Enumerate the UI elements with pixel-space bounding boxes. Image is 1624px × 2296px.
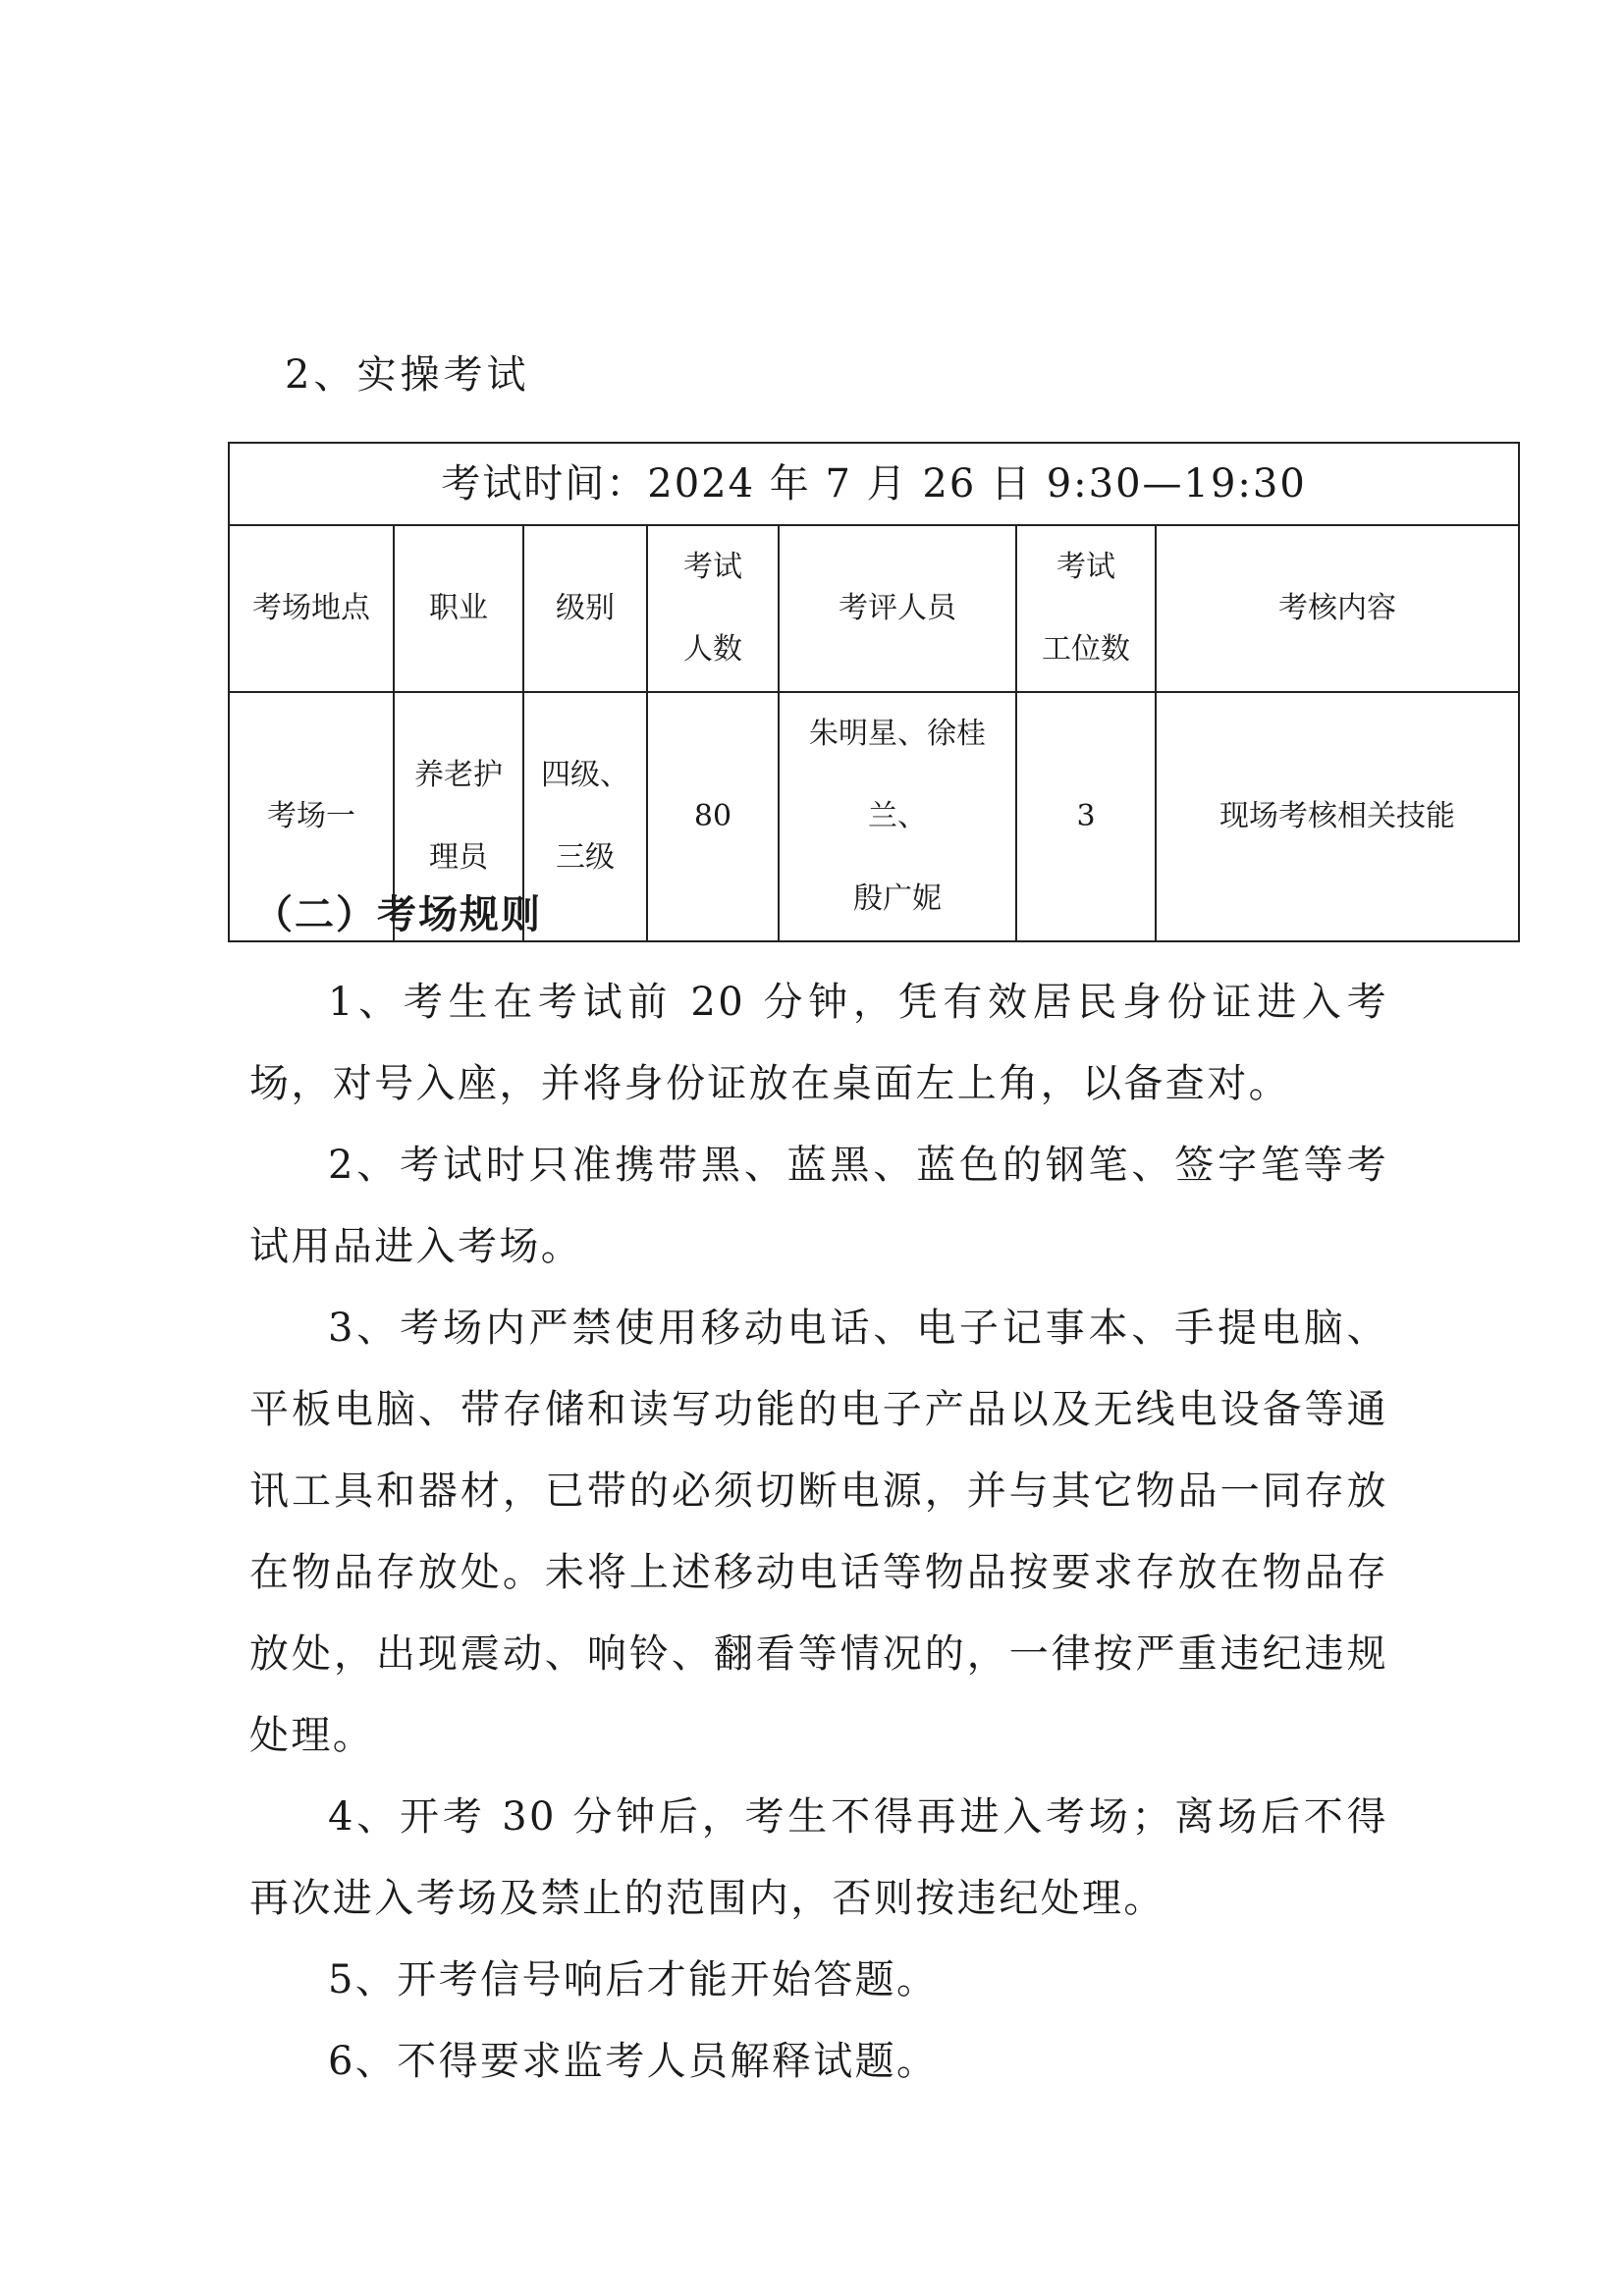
cell-stations: 3 [1016,692,1156,941]
rules-title: （二）考场规则 [253,891,542,937]
cell-content: 现场考核相关技能 [1156,692,1519,941]
rule-item-5: 5、开考信号响后才能开始答题。 [328,1957,939,2002]
exam-time-cell: 考试时间：2024 年 7 月 26 日 9:30—19:30 [229,443,1519,525]
exam-schedule-table [228,442,1520,942]
table-header-row [229,525,1519,692]
header-count-line2: 人数 [683,632,742,667]
cell-examiners-line2: 殷广妮 [853,881,942,916]
header-count-line1: 考试 [683,550,742,584]
cell-level-line1: 四级、 [541,758,629,792]
rule-item-4: 4、开考 30 分钟后，考生不得再进入考场；离场后不得再次进入考场及禁止的范围内，否则按违纪处理。 [249,1794,1388,1921]
rules-list [249,962,1388,2103]
cell-occupation-line2: 理员 [429,840,488,875]
header-occupation: 职业 [394,525,523,692]
rule-item-1: 1、考生在考试前 20 分钟，凭有效居民身份证进入考场，对号入座，并将身份证放在桌面左上角，以备查对。 [249,980,1388,1106]
header-level: 级别 [523,525,647,692]
cell-occupation-line1: 养老护 [414,758,503,792]
rule-item-2: 2、考试时只准携带黑、蓝黑、蓝色的钢笔、签字笔等考试用品进入考场。 [249,1143,1388,1269]
exam-time-row [229,443,1519,525]
rule-item-6: 6、不得要求监考人员解释试题。 [328,2039,939,2084]
header-stations-line2: 工位数 [1042,632,1130,667]
cell-count: 80 [647,692,779,941]
cell-examiners [779,692,1016,941]
header-location: 考场地点 [229,525,394,692]
rule-item-3: 3、考场内严禁使用移动电话、电子记事本、手提电脑、平板电脑、带存储和读写功能的电子产品以及无线电设备等通讯工具和器材，已带的必须切断电源，并与其它物品一同存放在物品存放处。未将上述移动电话等物品按要求存放在物品存放处，出现震动、响铃、翻看等情况的，一律按严重违纪违规处理。 [249,1306,1388,1758]
header-stations-line1: 考试 [1056,550,1115,584]
cell-examiners-line1: 朱明星、徐桂兰、 [809,717,986,833]
header-content: 考核内容 [1156,525,1519,692]
header-examiners: 考评人员 [779,525,1016,692]
cell-location: 考场一 [229,692,394,941]
section-heading: 2、实操考试 [285,352,530,398]
header-count [647,525,779,692]
header-stations [1016,525,1156,692]
cell-level-line2: 三级 [556,840,615,875]
